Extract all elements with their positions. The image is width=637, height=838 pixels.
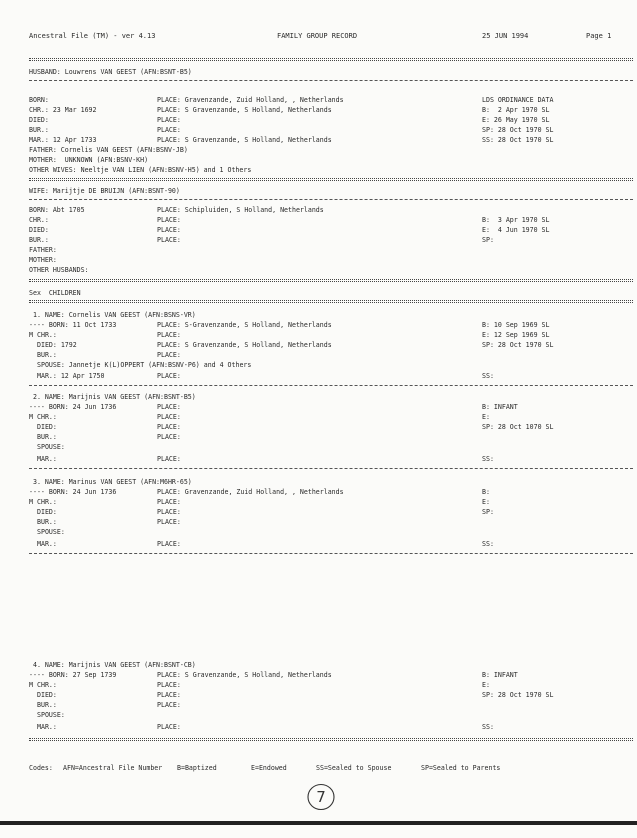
wife-baptized: B: 3 Apr 1970 SL	[482, 216, 550, 224]
child-chr-place: PLACE:	[157, 413, 181, 421]
code-afn: AFN=Ancestral File Number	[63, 764, 163, 772]
child-mar-row	[29, 723, 633, 732]
husband-heading: HUSBAND: Louwrens VAN GEEST (AFN:BSNT-B5)	[29, 68, 192, 76]
child-born-place: PLACE: S-Gravenzande, S Holland, Netherlands	[157, 321, 332, 329]
code-endowed: E=Endowed	[251, 764, 287, 772]
child-mar: MAR.:	[37, 455, 57, 463]
wife-bur-row	[29, 236, 633, 245]
husband-died-row	[29, 116, 633, 125]
husband-born: BORN:	[29, 96, 49, 104]
child-died-place: PLACE:	[157, 691, 181, 699]
separator-double	[29, 58, 633, 61]
record-title: FAMILY GROUP RECORD	[277, 32, 358, 40]
wife-sealed-parents: SP:	[482, 236, 494, 244]
codes-legend	[29, 764, 633, 774]
child-bur: BUR.:	[37, 351, 57, 359]
child-sealed-spouse: SS:	[482, 723, 494, 731]
child-baptized: B:	[482, 488, 490, 496]
child-mar-row	[29, 372, 633, 381]
code-sealed-spouse: SS=Sealed to Spouse	[316, 764, 392, 772]
child-sex: M	[29, 331, 33, 339]
child-name: 4. NAME: Marijnis VAN GEEST (AFN:BSNT-CB)	[29, 661, 196, 669]
husband-mar: MAR.: 12 Apr 1733	[29, 136, 97, 144]
handwritten-page-number	[306, 782, 336, 812]
child-born-row	[29, 403, 633, 412]
child-chr-row	[29, 498, 633, 507]
page-label: Page 1	[586, 32, 612, 40]
husband-died: DIED:	[29, 116, 49, 124]
wife-chr: CHR.:	[29, 216, 49, 224]
child-born: ---- BORN: 24 Jun 1736	[29, 488, 117, 496]
husband-father: FATHER: Cornelis VAN GEEST (AFN:BSNV-JB)	[29, 146, 188, 154]
wife-chr-place: PLACE:	[157, 216, 181, 224]
husband-mother: MOTHER: UNKNOWN (AFN:BSNV-KH)	[29, 156, 149, 164]
record-header	[29, 32, 611, 42]
husband-chr: CHR.: 23 Mar 1692	[29, 106, 97, 114]
lds-ordinance-heading: LDS ORDINANCE DATA	[482, 96, 554, 104]
child-died: DIED:	[37, 691, 57, 699]
husband-born-row	[29, 96, 633, 105]
husband-sealed-parents: SP: 28 Oct 1970 SL	[482, 126, 554, 134]
separator-double	[29, 178, 633, 181]
husband-chr-place: PLACE: S Gravenzande, S Holland, Netherlands	[157, 106, 332, 114]
child-died-row	[29, 423, 633, 432]
wife-born: BORN: Abt 1705	[29, 206, 85, 214]
husband-born-place: PLACE: Gravenzande, Zuid Holland, , Netherlands	[157, 96, 344, 104]
child-mar-row	[29, 540, 633, 549]
separator-dashed	[29, 199, 633, 200]
wife-endowed: E: 4 Jun 1970 SL	[482, 226, 550, 234]
child-chr: CHR.:	[37, 331, 57, 339]
child-bur-row	[29, 701, 633, 710]
child-born-place: PLACE: Gravenzande, Zuid Holland, , Netherlands	[157, 488, 344, 496]
wife-bur: BUR.:	[29, 236, 49, 244]
wife-father: FATHER:	[29, 246, 57, 254]
child-bur-row	[29, 518, 633, 527]
child-mar: MAR.: 12 Apr 1750	[37, 372, 105, 380]
child-born: ---- BORN: 27 Sep 1739	[29, 671, 117, 679]
child-chr-place: PLACE:	[157, 681, 181, 689]
code-baptized: B=Baptized	[177, 764, 217, 772]
child-spouse: SPOUSE:	[37, 711, 65, 719]
wife-died-place: PLACE:	[157, 226, 181, 234]
child-spouse: SPOUSE:	[37, 443, 65, 451]
child-name: 2. NAME: Marijnis VAN GEEST (AFN:BSNT-B5)	[29, 393, 196, 401]
child-sealed-parents: SP:	[482, 508, 494, 516]
child-sealed-spouse: SS:	[482, 372, 494, 380]
child-mar-row	[29, 455, 633, 464]
child-sex: M	[29, 681, 33, 689]
codes-label: Codes:	[29, 764, 53, 772]
child-sealed-parents: SP: 28 Oct 1970 SL	[482, 341, 554, 349]
child-sealed-spouse: SS:	[482, 455, 494, 463]
child-chr: CHR.:	[37, 498, 57, 506]
husband-endowed: E: 26 May 1970 SL	[482, 116, 550, 124]
child-chr-row	[29, 331, 633, 340]
code-sealed-parents: SP=Sealed to Parents	[421, 764, 501, 772]
software-version: Ancestral File (TM) - ver 4.13	[29, 32, 156, 40]
child-name: 3. NAME: Marinus VAN GEEST (AFN:M6HR-65)	[29, 478, 192, 486]
child-spouse-row	[29, 711, 633, 720]
child-bur: BUR.:	[37, 433, 57, 441]
child-mar-place: PLACE:	[157, 455, 181, 463]
child-born-row	[29, 488, 633, 497]
separator-double	[29, 279, 633, 282]
separator-dashed	[29, 553, 633, 554]
husband-baptized: B: 2 Apr 1970 SL	[482, 106, 550, 114]
children-heading: Sex CHILDREN	[29, 289, 81, 297]
wife-born-row	[29, 206, 633, 215]
wife-died-row	[29, 226, 633, 235]
child-bur: BUR.:	[37, 518, 57, 526]
wife-chr-row	[29, 216, 633, 225]
child-endowed: E:	[482, 681, 490, 689]
child-baptized: B: INFANT	[482, 671, 518, 679]
child-born: ---- BORN: 11 Oct 1733	[29, 321, 117, 329]
page-number-digit: 7	[316, 788, 326, 806]
child-endowed: E:	[482, 498, 490, 506]
husband-died-place: PLACE:	[157, 116, 181, 124]
child-chr-row	[29, 413, 633, 422]
child-spouse: SPOUSE:	[37, 528, 65, 536]
husband-mar-row	[29, 136, 633, 145]
child-mar: MAR.:	[37, 723, 57, 731]
husband-other-wives: OTHER WIVES: Neeltje VAN LIEN (AFN:BSNV-H5) and 1 Others	[29, 166, 252, 174]
child-mar: MAR.:	[37, 540, 57, 548]
child-died-place: PLACE:	[157, 423, 181, 431]
child-bur-place: PLACE:	[157, 518, 181, 526]
child-died: DIED:	[37, 423, 57, 431]
child-born-place: PLACE: S Gravenzande, S Holland, Netherlands	[157, 671, 332, 679]
child-name: 1. NAME: Cornelis VAN GEEST (AFN:BSNS-VR)	[29, 311, 196, 319]
child-died: DIED:	[37, 508, 57, 516]
child-died-place: PLACE:	[157, 508, 181, 516]
child-mar-place: PLACE:	[157, 372, 181, 380]
child-spouse-row	[29, 443, 633, 452]
child-chr: CHR.:	[37, 681, 57, 689]
child-sealed-spouse: SS:	[482, 540, 494, 548]
child-died-row	[29, 508, 633, 517]
child-chr-row	[29, 681, 633, 690]
child-sealed-parents: SP: 28 Oct 1970 SL	[482, 691, 554, 699]
wife-bur-place: PLACE:	[157, 236, 181, 244]
print-date: 25 JUN 1994	[482, 32, 529, 40]
wife-heading: WIFE: Marijtje DE BRUIJN (AFN:BSNT-90)	[29, 187, 180, 195]
separator-double	[29, 738, 633, 741]
child-endowed: E: 12 Sep 1969 SL	[482, 331, 550, 339]
child-died-row	[29, 341, 633, 350]
husband-sealed-spouse: SS: 28 Oct 1970 SL	[482, 136, 554, 144]
child-baptized: B: INFANT	[482, 403, 518, 411]
wife-born-place: PLACE: Schipluiden, S Holland, Netherlands	[157, 206, 324, 214]
child-born: ---- BORN: 24 Jun 1736	[29, 403, 117, 411]
separator-dashed	[29, 80, 633, 81]
child-spouse-row	[29, 361, 633, 370]
child-born-row	[29, 321, 633, 330]
child-bur: BUR.:	[37, 701, 57, 709]
child-baptized: B: 10 Sep 1969 SL	[482, 321, 550, 329]
child-bur-row	[29, 433, 633, 442]
husband-bur: BUR.:	[29, 126, 49, 134]
child-endowed: E:	[482, 413, 490, 421]
child-mar-place: PLACE:	[157, 540, 181, 548]
wife-died: DIED:	[29, 226, 49, 234]
separator-dashed	[29, 468, 633, 469]
wife-mother: MOTHER:	[29, 256, 57, 264]
child-bur-place: PLACE:	[157, 701, 181, 709]
child-bur-row	[29, 351, 633, 360]
husband-bur-row	[29, 126, 633, 135]
child-chr-place: PLACE:	[157, 331, 181, 339]
husband-mar-place: PLACE: S Gravenzande, S Holland, Netherlands	[157, 136, 332, 144]
child-bur-place: PLACE:	[157, 433, 181, 441]
scan-edge	[0, 821, 637, 825]
child-bur-place: PLACE:	[157, 351, 181, 359]
husband-chr-row	[29, 106, 633, 115]
husband-bur-place: PLACE:	[157, 126, 181, 134]
child-mar-place: PLACE:	[157, 723, 181, 731]
child-sex: M	[29, 413, 33, 421]
child-spouse: SPOUSE: Jannetje K(L)OPPERT (AFN:BSNV-P6) and 4 Others	[37, 361, 252, 369]
child-born-place: PLACE:	[157, 403, 181, 411]
child-died-row	[29, 691, 633, 700]
child-died: DIED: 1792	[37, 341, 77, 349]
child-died-place: PLACE: S Gravenzande, S Holland, Netherlands	[157, 341, 332, 349]
child-chr-place: PLACE:	[157, 498, 181, 506]
child-born-row	[29, 671, 633, 680]
child-chr: CHR.:	[37, 413, 57, 421]
wife-other-husbands: OTHER HUSBANDS:	[29, 266, 89, 274]
separator-dashed	[29, 385, 633, 386]
separator-double	[29, 300, 633, 303]
child-sex: M	[29, 498, 33, 506]
child-spouse-row	[29, 528, 633, 537]
child-sealed-parents: SP: 28 Oct 1070 SL	[482, 423, 554, 431]
